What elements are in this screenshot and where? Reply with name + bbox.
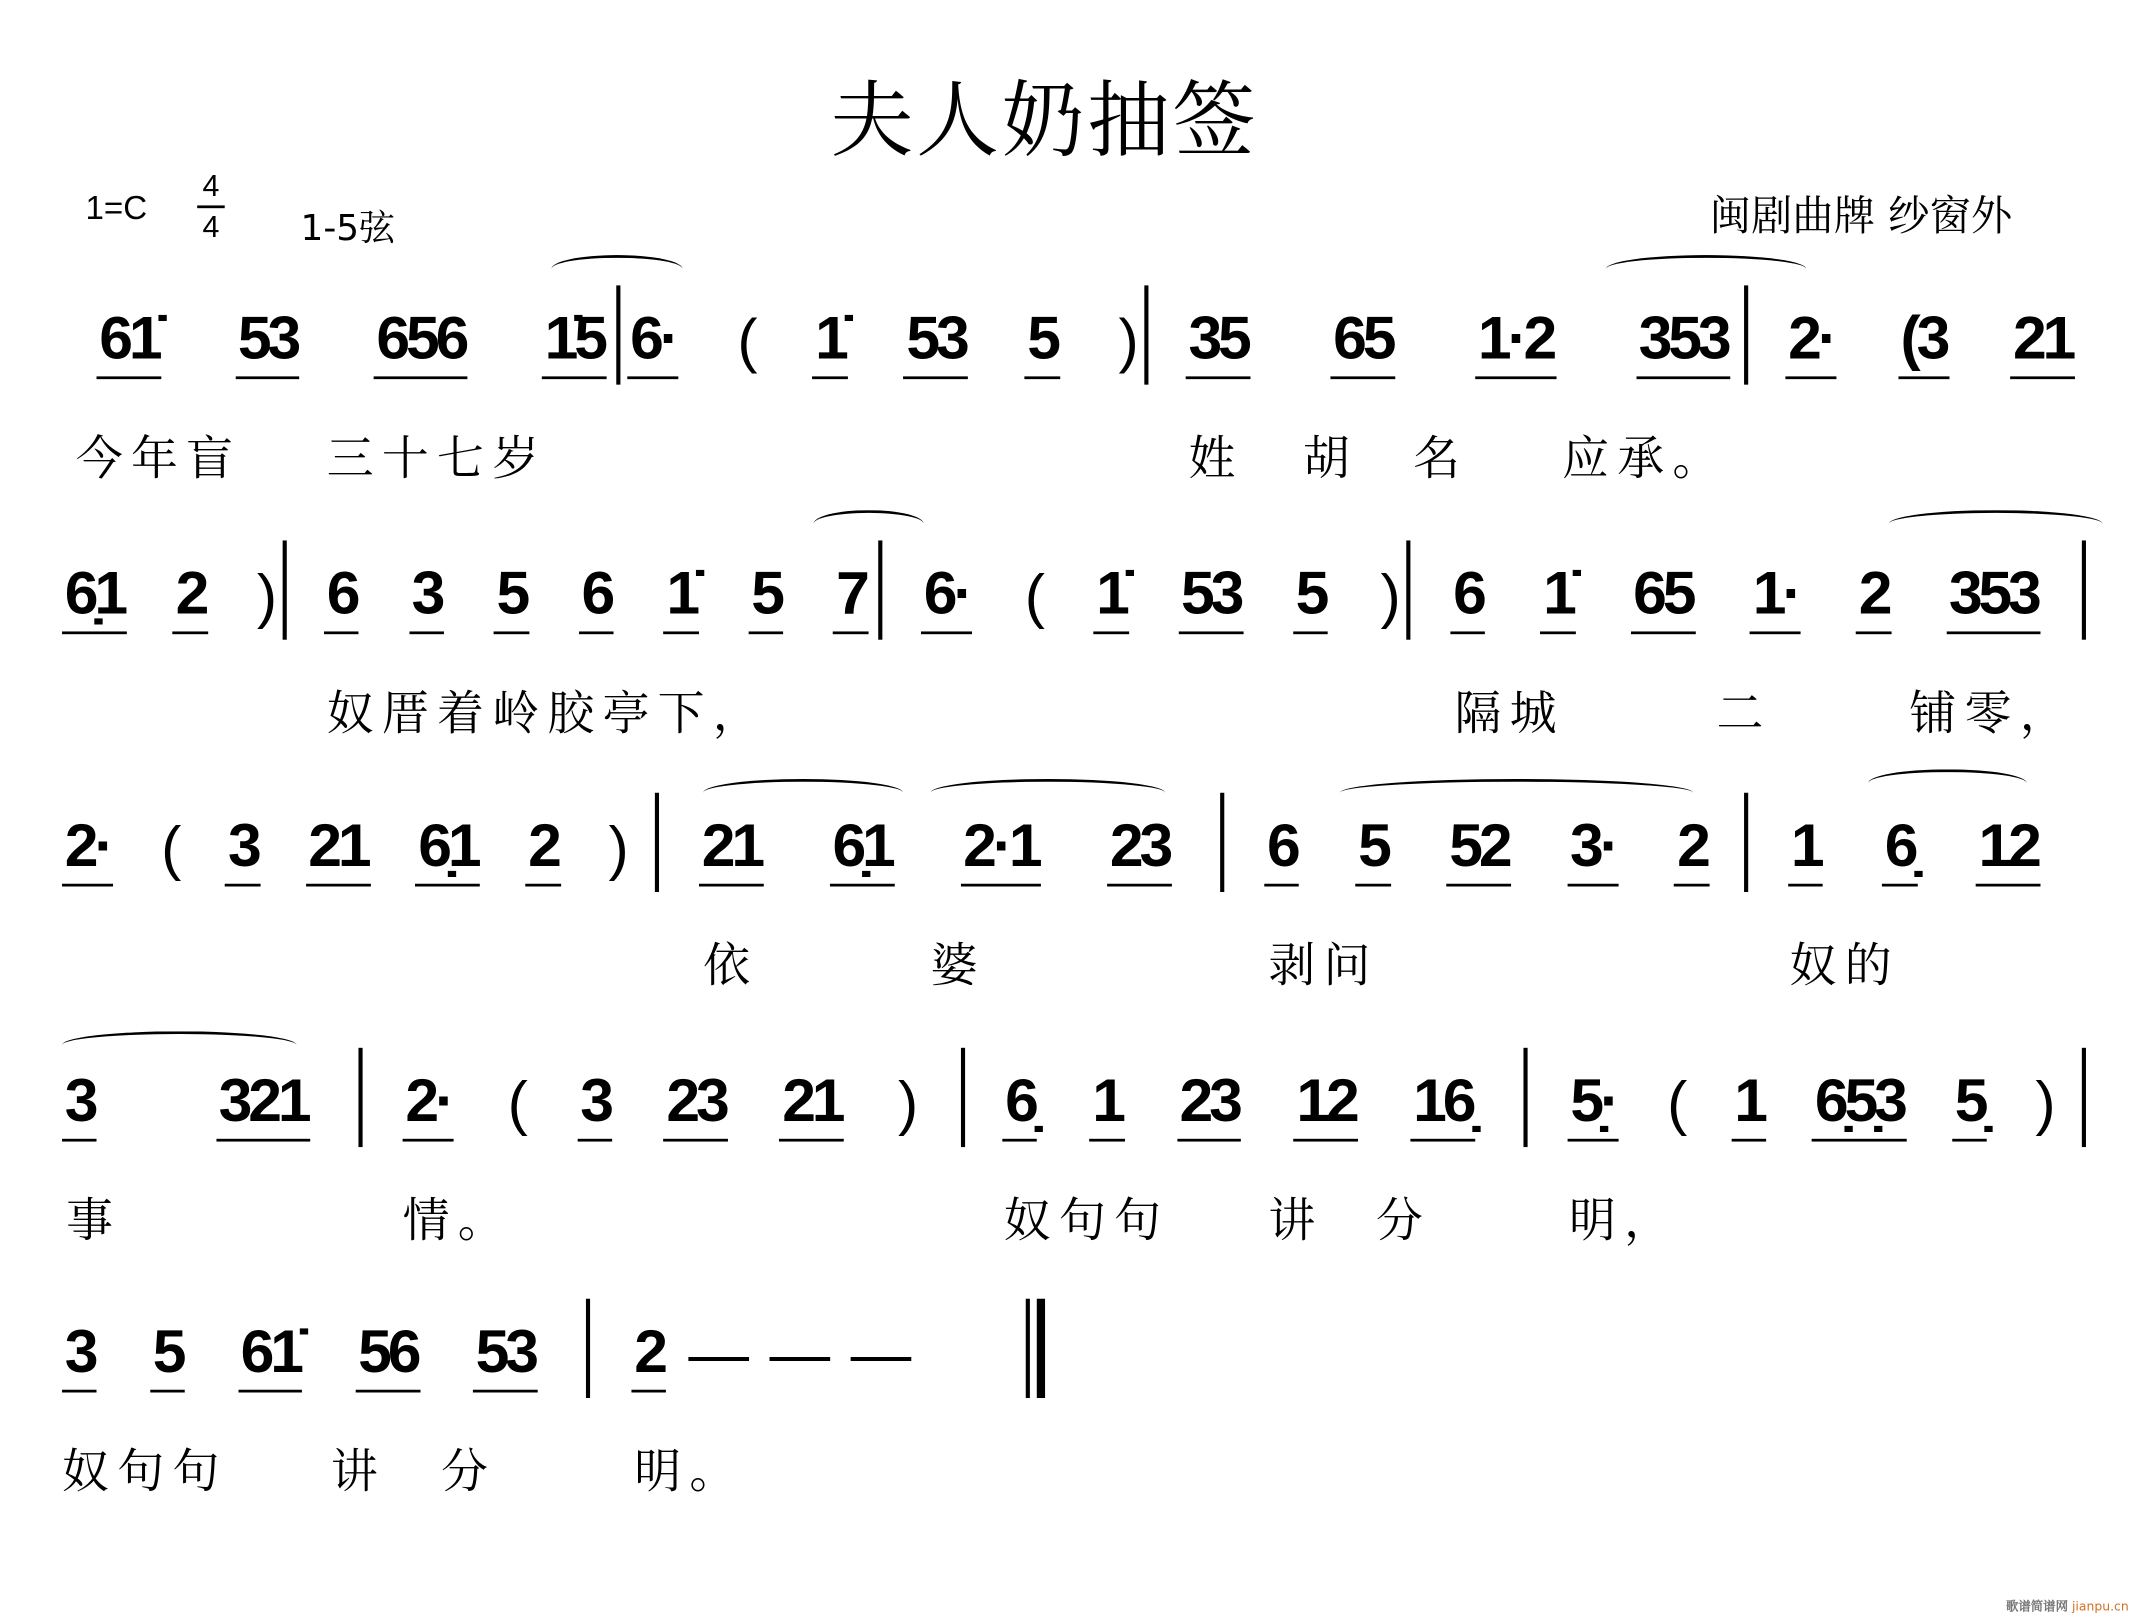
measure — [1788, 804, 2040, 887]
notation-symbol: ( — [161, 814, 178, 883]
bar-line — [1144, 285, 1148, 384]
lyric-text: 剥问 — [1268, 938, 1379, 995]
note-group: 5̣· — [1568, 1068, 1619, 1141]
note-group: 12 — [1976, 813, 2041, 886]
note-group: 61̇ — [97, 306, 162, 379]
note-group: 6 — [1264, 813, 1299, 886]
measure — [1002, 1059, 1475, 1142]
lyric-text: 铺零， — [1909, 686, 2075, 742]
lyric-text: 明， — [1568, 1193, 1680, 1250]
lyric-text: 讲 — [330, 1444, 387, 1501]
notation-symbol: ) — [1380, 562, 1397, 631]
note-group: 61̇ — [238, 1319, 303, 1392]
measure — [403, 1059, 917, 1142]
note-group: 2 — [525, 813, 560, 886]
measure — [324, 551, 869, 634]
note-group: 21 — [779, 1068, 844, 1141]
note-group: 1·2 — [1475, 306, 1556, 379]
final-double-bar — [1026, 1299, 1030, 1398]
notation-symbol: ( — [737, 307, 754, 376]
notation-symbol: — — [688, 1320, 745, 1389]
note-group: 1̇ — [664, 561, 699, 634]
key-signature: 1=C — [85, 190, 148, 228]
measure — [1450, 551, 2040, 634]
slur — [1868, 769, 2027, 797]
note-group: 656 — [374, 306, 468, 379]
lyric-text: 三十七岁 — [326, 431, 548, 487]
slur — [813, 510, 923, 538]
lyric-text: 奴的 — [1789, 938, 1900, 995]
note-group: 6 — [579, 561, 614, 634]
measure — [1264, 804, 1709, 887]
note-group: 2· — [1785, 306, 1836, 379]
lyric-text: 名 — [1413, 431, 1469, 487]
note-group: 53 — [235, 306, 300, 379]
note-group: 6· — [921, 561, 972, 634]
watermark — [2006, 1597, 2129, 1615]
bar-line — [1220, 793, 1224, 892]
lyric-text: 讲 — [1268, 1193, 1324, 1250]
measure — [1186, 296, 1731, 379]
watermark-site: 歌谱简谱网 — [2005, 1600, 2069, 1615]
lyric-text: 情。 — [402, 1193, 513, 1250]
note-group: (3 — [1898, 306, 1949, 379]
note-group: 6̣1 — [830, 813, 895, 886]
note-group: 5̣ — [1952, 1068, 1987, 1141]
genre-subtitle: 闽剧曲牌 纱窗外 — [1709, 193, 2013, 242]
note-group: 2 — [1674, 813, 1709, 886]
note-group: 6̣1 — [62, 561, 127, 634]
note-group: 5 — [1293, 561, 1328, 634]
note-group: 2 — [1856, 561, 1891, 634]
bar-line — [2082, 1048, 2086, 1147]
note-group: 1· — [1750, 561, 1801, 634]
measure — [627, 296, 1137, 379]
measure — [1785, 296, 2075, 379]
note-group: 353 — [1946, 561, 2040, 634]
notation-symbol: — — [850, 1320, 908, 1389]
bar-line — [2082, 540, 2086, 639]
lyric-text: 二 — [1716, 686, 1772, 742]
note-group: 1̇ — [1540, 561, 1575, 634]
note-group: 2· — [62, 813, 113, 886]
slur — [1889, 510, 2103, 538]
note-group: 5 — [1025, 306, 1060, 379]
lyric-text: 姓 — [1188, 431, 1244, 487]
measure — [1568, 1059, 2055, 1142]
measure — [62, 1059, 310, 1142]
bar-line — [878, 540, 882, 639]
notation-symbol: ( — [507, 1069, 524, 1138]
note-group: 3· — [1567, 813, 1618, 886]
slur — [551, 255, 682, 283]
measure — [699, 804, 1172, 887]
note-group: 6̣1 — [415, 813, 480, 886]
meter-top: 4 — [202, 168, 220, 203]
meter-bottom: 4 — [202, 209, 220, 245]
notation-symbol: ) — [897, 1069, 915, 1138]
note-group: 23 — [1177, 1068, 1242, 1141]
bar-line — [586, 1299, 590, 1398]
note-group: 52 — [1447, 813, 1512, 886]
string-tuning: 1-5弦 — [300, 208, 395, 250]
note-group: 5 — [494, 561, 529, 634]
note-group: 3 — [62, 1068, 97, 1141]
note-group: 35 — [1186, 306, 1251, 379]
note-group: 56 — [355, 1319, 420, 1392]
lyric-text: 胡 — [1302, 431, 1359, 487]
note-group: 6· — [627, 306, 678, 379]
notation-symbol: ) — [256, 562, 273, 631]
final-double-bar — [1037, 1299, 1045, 1398]
note-group: 1 — [1090, 1068, 1125, 1141]
note-group: 21 — [2010, 306, 2075, 379]
notation-symbol: ( — [1667, 1069, 1684, 1138]
bar-line — [1744, 793, 1748, 892]
bar-line — [358, 1048, 362, 1147]
song-title: 夫人奶抽签 — [830, 73, 1259, 170]
bar-line — [655, 793, 659, 892]
note-group: 5 — [748, 561, 783, 634]
notation-symbol: — — [769, 1320, 827, 1389]
bar-line — [283, 540, 287, 639]
lyric-text: 奴句句 — [62, 1444, 228, 1501]
slur — [1340, 779, 1693, 807]
note-group: 7 — [833, 561, 868, 634]
lyric-text: 奴句句 — [1003, 1193, 1170, 1250]
watermark-domain: jianpu.cn — [2071, 1600, 2129, 1615]
lyric-text: 隔城 — [1454, 686, 1565, 742]
note-group: 2·1 — [960, 813, 1041, 886]
note-group: 53 — [1178, 561, 1243, 634]
note-group: 3 — [62, 1319, 97, 1392]
slur — [1606, 255, 1806, 283]
note-group: 2 — [631, 1319, 666, 1392]
note-group: 1 — [1788, 813, 1823, 886]
note-group: 321 — [216, 1068, 310, 1141]
lyric-text: 今年盲 — [75, 431, 242, 487]
lyric-text: 分 — [441, 1444, 497, 1501]
bar-line — [1406, 540, 1410, 639]
note-group: 65 — [1330, 306, 1395, 379]
lyric-text: 依 — [703, 938, 759, 995]
note-group: 353 — [1636, 306, 1730, 379]
measure — [62, 551, 276, 634]
note-group: 53 — [904, 306, 969, 379]
bar-line — [961, 1048, 965, 1147]
lyric-text: 奴厝着岭胶亭下， — [326, 686, 768, 742]
lyric-text: 明。 — [634, 1444, 745, 1501]
lyric-text: 事 — [66, 1193, 122, 1250]
measure — [62, 1310, 538, 1393]
measure — [62, 804, 627, 887]
note-group: 53 — [473, 1319, 538, 1392]
note-group: 65 — [1630, 561, 1695, 634]
notation-symbol: ) — [2035, 1069, 2052, 1138]
note-group: 6 — [1450, 561, 1485, 634]
notation-symbol: ) — [1118, 307, 1135, 376]
measure — [631, 1310, 909, 1393]
note-group: 6 — [324, 561, 359, 634]
note-group: 1 — [1731, 1068, 1766, 1141]
note-group: 3 — [409, 561, 444, 634]
notation-symbol: ) — [608, 814, 625, 883]
note-group: 1̇5 — [542, 306, 607, 379]
bar-line — [1744, 285, 1748, 384]
lyric-text: 分 — [1375, 1193, 1432, 1250]
note-group: 2 — [173, 561, 208, 634]
bar-line — [1523, 1048, 1527, 1147]
measure — [97, 296, 607, 379]
note-group: 5 — [1355, 813, 1390, 886]
lyric-text: 婆 — [930, 938, 986, 995]
lyric-text: 应承。 — [1562, 431, 1728, 487]
note-group: 23 — [664, 1068, 729, 1141]
notation-symbol: ( — [1024, 562, 1041, 631]
note-group: 21 — [306, 813, 371, 886]
bar-line — [616, 285, 620, 384]
time-signature — [196, 168, 226, 245]
note-group: 16̣ — [1410, 1068, 1475, 1141]
meter-line — [197, 205, 225, 208]
note-group: 23 — [1107, 813, 1172, 886]
note-group: 5 — [150, 1319, 185, 1392]
note-group: 1̇ — [812, 306, 847, 379]
note-group: 12 — [1294, 1068, 1359, 1141]
note-group: 3 — [225, 813, 260, 886]
slur — [931, 779, 1165, 807]
measure — [921, 551, 1399, 634]
note-group: 6̣ — [1002, 1068, 1037, 1141]
note-group: 6̣ — [1882, 813, 1917, 886]
note-group: 2· — [403, 1068, 454, 1141]
note-group: 3 — [577, 1068, 612, 1141]
note-group: 6̣5̣3 — [1812, 1068, 1906, 1141]
slur — [703, 779, 903, 807]
slur — [62, 1031, 296, 1059]
note-group: 1̇ — [1093, 561, 1128, 634]
note-group: 21 — [699, 813, 764, 886]
